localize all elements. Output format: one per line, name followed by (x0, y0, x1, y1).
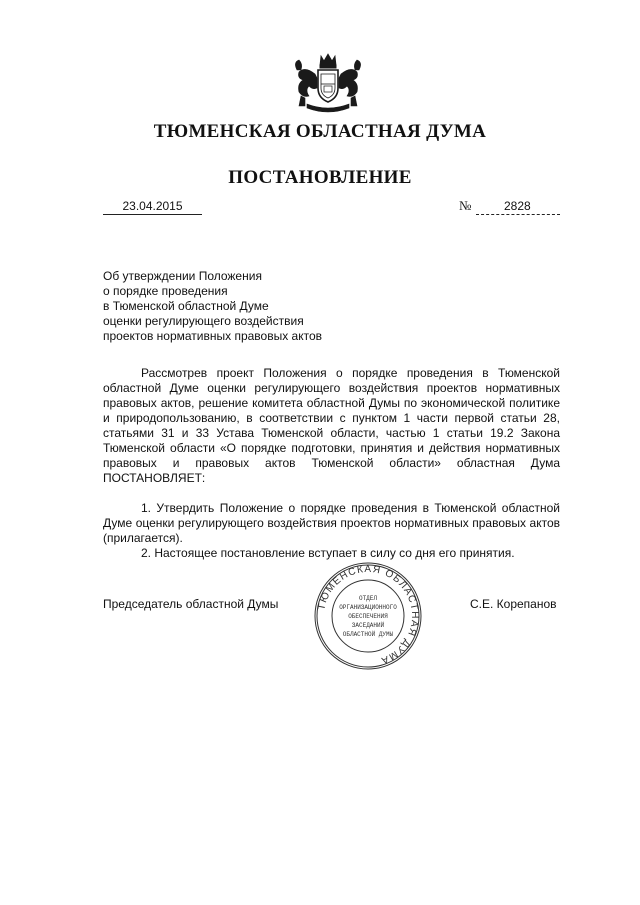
signatory-position: Председатель областной Думы (103, 597, 279, 611)
organization-title: ТЮМЕНСКАЯ ОБЛАСТНАЯ ДУМА (153, 121, 487, 142)
document-type-title: ПОСТАНОВЛЕНИЕ (228, 167, 412, 188)
subject-line: о порядке проведения (103, 284, 228, 298)
number-sign: № (459, 198, 472, 213)
signatory-name: С.Е. Корепанов (470, 597, 557, 611)
stamp-inner-line: ОРГАНИЗАЦИОННОГО (339, 604, 397, 611)
subject-line: в Тюменской областной Думе (103, 299, 269, 313)
resolution-item-1: 1. Утвердить Положение о порядке проведения в Тюменской областной Думе оценки регулирующего воздействия проектов нормативных правовых актов (прилагается). (103, 501, 560, 545)
subject-line: Об утверждении Положения (103, 269, 262, 283)
stamp-inner-line: ЗАСЕДАНИЙ (351, 622, 385, 629)
subject-line: оценки регулирующего воздействия (103, 314, 304, 328)
document-date: 23.04.2015 (103, 199, 202, 215)
preamble-paragraph: Рассмотрев проект Положения о порядке проведения в Тюменской областной Думе оценки регулирующего воздействия проектов нормативных правовых актов, решение комитета областной Думы по экономической политике и природопользованию, в соответствии с пунктом 1 части первой статьи 28, статьями 31 и 33 Устава Тюменской области, частью 1 статьи 19.2 Закона Тюменской области «О порядке подготовки, принятия и действия нормативных правовых и правовых актов Тюменской области» областная Дума ПОСТАНОВЛЯЕТ: (103, 366, 560, 485)
document-number: 2828 (476, 199, 560, 215)
subject-line: проектов нормативных правовых актов (103, 329, 323, 343)
stamp-inner-line: ОБЛАСТНОЙ ДУМЫ (342, 631, 394, 638)
stamp-inner-line: ОБЕСПЕЧЕНИЯ (348, 613, 388, 620)
official-stamp (312, 560, 424, 672)
stamp-inner-line: ОТДЕЛ (358, 595, 378, 602)
document-body (103, 366, 560, 561)
stamp-outer-text: ТЮМЕНСКАЯ ОБЛАСТНАЯ ДУМА (316, 563, 421, 667)
resolution-item-2: 2. Настоящее постановление вступает в силу со дня его принятия. (141, 546, 515, 560)
coat-of-arms-icon (287, 52, 369, 116)
subject-block (103, 269, 322, 344)
